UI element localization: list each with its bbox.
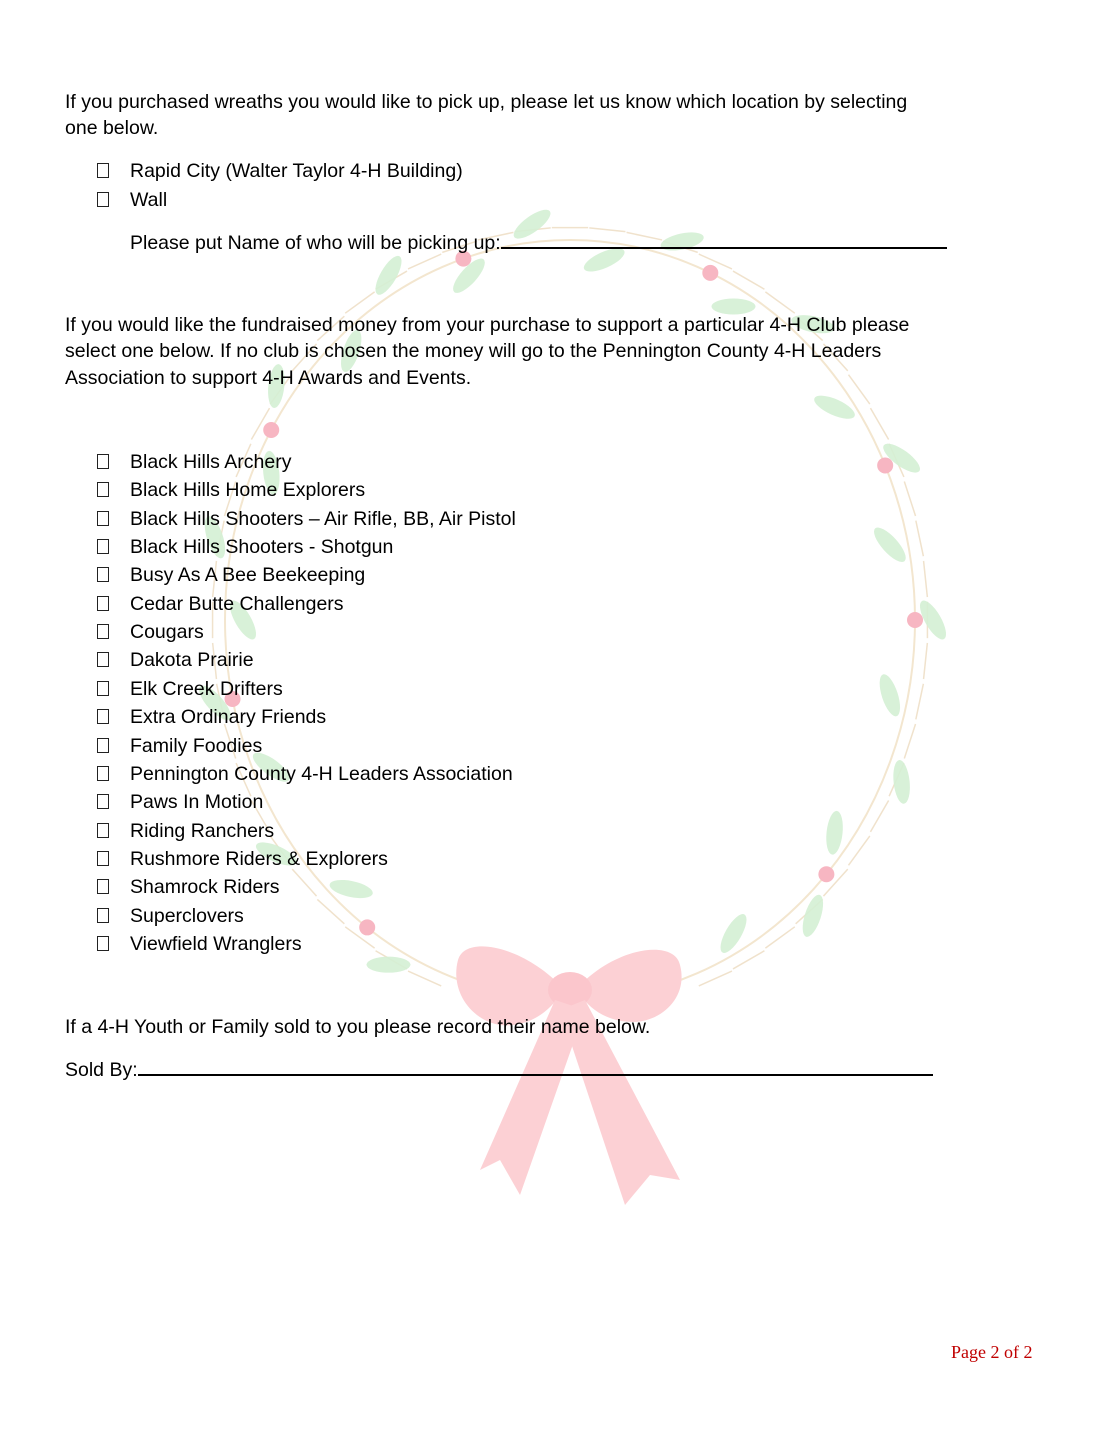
club-label: Cougars: [130, 621, 204, 644]
club-option[interactable]: [97, 677, 283, 701]
clubs-intro-line-2: select one below. If no club is chosen the money will go to the Pennington County 4-H Leaders: [65, 340, 882, 362]
club-option[interactable]: [97, 705, 326, 729]
club-option[interactable]: [97, 620, 204, 644]
checkbox-icon[interactable]: [97, 652, 109, 667]
checkbox-icon[interactable]: [97, 624, 109, 639]
club-option[interactable]: [97, 563, 365, 587]
club-label: Busy As A Bee Beekeeping: [130, 564, 366, 587]
club-option[interactable]: [97, 648, 254, 672]
club-option[interactable]: [97, 847, 388, 871]
checkbox-icon[interactable]: [97, 192, 109, 207]
club-label: Black Hills Shooters - Shotgun: [130, 536, 394, 559]
checkbox-icon[interactable]: [97, 823, 109, 838]
club-label: Rushmore Riders & Explorers: [130, 847, 388, 870]
location-option-rapid-city[interactable]: [97, 159, 463, 183]
checkbox-icon[interactable]: [97, 567, 109, 582]
checkbox-icon[interactable]: [97, 936, 109, 951]
sold-by-field[interactable]: [138, 1056, 933, 1076]
club-label: Pennington County 4-H Leaders Association: [130, 762, 513, 785]
club-label: Family Foodies: [130, 734, 263, 757]
location-label: Wall: [130, 189, 168, 211]
pickup-name-field[interactable]: [501, 229, 947, 249]
club-option[interactable]: [97, 790, 263, 814]
clubs-intro-line-1: If you would like the fundraised money from your purchase to support a particular 4-H Club please: [65, 314, 910, 336]
clubs-intro-line-3: Association to support 4-H Awards and Events.: [65, 367, 472, 389]
pickup-intro-line-1: If you purchased wreaths you would like to pick up, please let us know which location by selecting: [65, 91, 908, 113]
checkbox-icon[interactable]: [97, 596, 109, 611]
page-number: Page 2 of 2: [951, 1342, 1033, 1362]
club-label: Shamrock Riders: [130, 876, 280, 899]
checkbox-icon[interactable]: [97, 454, 109, 469]
checkbox-icon[interactable]: [97, 766, 109, 781]
checkbox-icon[interactable]: [97, 908, 109, 923]
checkbox-icon[interactable]: [97, 482, 109, 497]
pickup-name-row: [130, 229, 947, 256]
sold-by-label: Sold By:: [65, 1059, 138, 1081]
club-option[interactable]: [97, 819, 274, 843]
location-option-wall[interactable]: [97, 188, 167, 212]
club-label: Black Hills Archery: [130, 451, 292, 473]
checkbox-icon[interactable]: [97, 794, 109, 809]
club-label: Extra Ordinary Friends: [130, 706, 327, 729]
club-label: Paws In Motion: [130, 791, 264, 814]
checkbox-icon[interactable]: [97, 539, 109, 554]
pickup-name-label: Please put Name of who will be picking up:: [130, 232, 501, 254]
club-option[interactable]: [97, 875, 280, 899]
club-option[interactable]: [97, 734, 262, 758]
club-label: Black Hills Home Explorers: [130, 479, 366, 502]
club-label: Superclovers: [130, 904, 244, 927]
club-label: Elk Creek Drifters: [130, 677, 283, 700]
location-label: Rapid City (Walter Taylor 4-H Building): [130, 160, 463, 182]
checkbox-icon[interactable]: [97, 709, 109, 724]
checkbox-icon[interactable]: [97, 879, 109, 894]
club-label: Viewfield Wranglers: [130, 932, 302, 955]
checkbox-icon[interactable]: [97, 163, 109, 178]
checkbox-icon[interactable]: [97, 851, 109, 866]
checkbox-icon[interactable]: [97, 511, 109, 526]
club-label: Cedar Butte Challengers: [130, 592, 344, 615]
club-option[interactable]: [97, 762, 513, 786]
club-option[interactable]: [97, 507, 516, 531]
pickup-intro-line-2: one below.: [65, 117, 159, 139]
checkbox-icon[interactable]: [97, 738, 109, 753]
club-label: Black Hills Shooters – Air Rifle, BB, Air Pistol: [130, 507, 516, 530]
club-option[interactable]: [97, 904, 244, 928]
club-label: Dakota Prairie: [130, 649, 254, 672]
club-option[interactable]: [97, 932, 302, 956]
sold-by-row: [65, 1056, 933, 1083]
club-option[interactable]: [97, 535, 393, 559]
club-option[interactable]: [97, 450, 291, 474]
club-option[interactable]: [97, 592, 344, 616]
club-label: Riding Ranchers: [130, 819, 275, 842]
seller-intro: If a 4-H Youth or Family sold to you please record their name below.: [65, 1016, 651, 1038]
checkbox-icon[interactable]: [97, 681, 109, 696]
club-option[interactable]: [97, 478, 365, 502]
